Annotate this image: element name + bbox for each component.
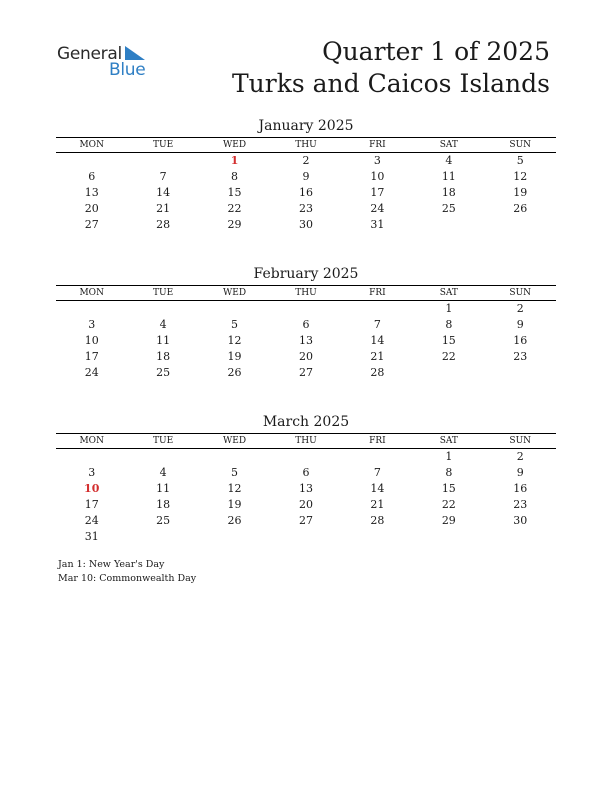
week-row bbox=[56, 169, 556, 185]
week-row bbox=[56, 201, 556, 217]
day-cell: 3 bbox=[88, 318, 96, 331]
day-cell: 25 bbox=[156, 366, 171, 379]
day-cell: 3 bbox=[373, 154, 381, 167]
day-cell: 12 bbox=[513, 170, 528, 183]
logo-text-blue: Blue bbox=[109, 60, 146, 80]
day-cell: 11 bbox=[441, 170, 456, 183]
week-row bbox=[56, 529, 556, 545]
weekday-label: FRI bbox=[369, 288, 386, 298]
day-cell: 22 bbox=[441, 350, 456, 363]
day-cell: 10 bbox=[84, 334, 99, 347]
day-cell: 25 bbox=[441, 202, 456, 215]
weekday-label: MON bbox=[79, 140, 104, 150]
week-row bbox=[56, 333, 556, 349]
day-cell: 4 bbox=[159, 466, 167, 479]
weekday-label: TUE bbox=[153, 436, 174, 446]
weekday-label: WED bbox=[223, 436, 247, 446]
day-cell bbox=[127, 153, 198, 169]
week-row bbox=[56, 481, 556, 497]
day-cell: 16 bbox=[298, 186, 313, 199]
day-cell: 5 bbox=[231, 466, 239, 479]
day-cell: 18 bbox=[156, 350, 171, 363]
day-cell: 6 bbox=[302, 318, 310, 331]
day-cell: 14 bbox=[156, 186, 171, 199]
holiday-day-cell: 10 bbox=[84, 482, 100, 495]
day-cell: 4 bbox=[445, 154, 453, 167]
day-cell: 5 bbox=[231, 318, 239, 331]
day-cell: 29 bbox=[441, 514, 456, 527]
weekday-label: SUN bbox=[509, 140, 532, 150]
day-cell: 6 bbox=[302, 466, 310, 479]
day-cell: 19 bbox=[227, 498, 242, 511]
day-cell: 14 bbox=[370, 482, 385, 495]
day-cell bbox=[270, 449, 341, 465]
month-january bbox=[56, 117, 556, 233]
day-cell: 2 bbox=[516, 302, 524, 315]
day-cell: 15 bbox=[227, 186, 242, 199]
day-cell: 21 bbox=[370, 350, 385, 363]
week-row bbox=[56, 153, 556, 169]
day-cell bbox=[199, 301, 270, 317]
day-cell bbox=[56, 301, 127, 317]
day-cell bbox=[56, 449, 127, 465]
day-cell: 10 bbox=[370, 170, 385, 183]
weekday-label: FRI bbox=[369, 436, 386, 446]
day-cell: 12 bbox=[227, 482, 242, 495]
day-cell: 3 bbox=[88, 466, 96, 479]
day-cell bbox=[270, 301, 341, 317]
day-cell: 31 bbox=[370, 218, 385, 231]
day-cell: 30 bbox=[513, 514, 528, 527]
day-cell: 31 bbox=[84, 530, 99, 543]
day-cell bbox=[413, 365, 484, 381]
week-row bbox=[56, 497, 556, 513]
day-cell: 6 bbox=[88, 170, 96, 183]
day-cell: 19 bbox=[227, 350, 242, 363]
weekday-label: SUN bbox=[509, 288, 532, 298]
weekday-label: TUE bbox=[153, 288, 174, 298]
day-cell: 17 bbox=[84, 498, 99, 511]
day-cell bbox=[127, 301, 198, 317]
day-cell bbox=[127, 449, 198, 465]
weekday-header-row bbox=[56, 137, 556, 153]
day-cell: 25 bbox=[156, 514, 171, 527]
day-cell: 24 bbox=[84, 514, 99, 527]
day-cell bbox=[199, 529, 270, 545]
day-cell: 20 bbox=[298, 498, 313, 511]
day-cell: 24 bbox=[84, 366, 99, 379]
day-cell: 12 bbox=[227, 334, 242, 347]
title-country: Turks and Caicos Islands bbox=[231, 69, 550, 98]
day-cell: 7 bbox=[373, 318, 381, 331]
weekday-label: THU bbox=[295, 436, 317, 446]
day-cell: 1 bbox=[445, 302, 453, 315]
day-cell: 14 bbox=[370, 334, 385, 347]
day-cell: 13 bbox=[84, 186, 99, 199]
day-cell: 7 bbox=[159, 170, 167, 183]
day-cell: 26 bbox=[227, 514, 242, 527]
week-row bbox=[56, 185, 556, 201]
day-cell: 23 bbox=[513, 498, 528, 511]
day-cell: 28 bbox=[370, 514, 385, 527]
weekday-label: SAT bbox=[439, 140, 458, 150]
holiday-notes bbox=[58, 558, 196, 586]
weekday-label: SUN bbox=[509, 436, 532, 446]
day-cell bbox=[485, 365, 556, 381]
day-cell: 20 bbox=[84, 202, 99, 215]
day-cell: 18 bbox=[441, 186, 456, 199]
week-row bbox=[56, 449, 556, 465]
day-cell: 19 bbox=[513, 186, 528, 199]
day-cell: 13 bbox=[298, 334, 313, 347]
day-cell bbox=[127, 529, 198, 545]
day-cell bbox=[342, 529, 413, 545]
week-row bbox=[56, 465, 556, 481]
day-cell: 26 bbox=[227, 366, 242, 379]
day-cell: 11 bbox=[156, 482, 171, 495]
title-quarter: Quarter 1 of 2025 bbox=[322, 37, 550, 66]
day-cell bbox=[199, 449, 270, 465]
holiday-note: Jan 1: New Year's Day bbox=[58, 559, 165, 570]
day-cell bbox=[56, 153, 127, 169]
weekday-label: MON bbox=[79, 288, 104, 298]
day-cell: 20 bbox=[298, 350, 313, 363]
day-cell: 29 bbox=[227, 218, 242, 231]
day-cell: 15 bbox=[441, 482, 456, 495]
day-cell bbox=[270, 529, 341, 545]
month-march bbox=[56, 413, 556, 545]
week-row bbox=[56, 301, 556, 317]
weekday-header-row bbox=[56, 285, 556, 301]
day-cell: 1 bbox=[445, 450, 453, 463]
day-cell: 17 bbox=[84, 350, 99, 363]
logo-text-general: General bbox=[57, 44, 122, 64]
day-cell: 27 bbox=[298, 366, 313, 379]
month-february bbox=[56, 265, 556, 381]
day-cell: 2 bbox=[516, 450, 524, 463]
day-cell: 2 bbox=[302, 154, 310, 167]
day-cell bbox=[413, 529, 484, 545]
weekday-label: THU bbox=[295, 140, 317, 150]
day-cell: 8 bbox=[445, 318, 453, 331]
page-title bbox=[232, 36, 550, 100]
day-cell: 26 bbox=[513, 202, 528, 215]
weekday-label: TUE bbox=[153, 140, 174, 150]
generalblue-logo bbox=[57, 44, 157, 80]
day-cell: 22 bbox=[227, 202, 242, 215]
month-title: January 2025 bbox=[258, 118, 354, 134]
weekday-header-row bbox=[56, 433, 556, 449]
weekday-label: FRI bbox=[369, 140, 386, 150]
day-cell: 21 bbox=[156, 202, 171, 215]
day-cell: 11 bbox=[156, 334, 171, 347]
day-cell: 30 bbox=[298, 218, 313, 231]
day-cell: 18 bbox=[156, 498, 171, 511]
day-cell: 22 bbox=[441, 498, 456, 511]
day-cell bbox=[413, 217, 484, 233]
day-cell: 27 bbox=[298, 514, 313, 527]
weekday-label: SAT bbox=[439, 436, 458, 446]
day-cell: 5 bbox=[516, 154, 524, 167]
week-row bbox=[56, 513, 556, 529]
week-row bbox=[56, 317, 556, 333]
day-cell: 8 bbox=[445, 466, 453, 479]
day-cell: 23 bbox=[513, 350, 528, 363]
day-cell: 13 bbox=[298, 482, 313, 495]
month-title: February 2025 bbox=[253, 266, 359, 282]
day-cell: 9 bbox=[516, 466, 524, 479]
weekday-label: WED bbox=[223, 288, 247, 298]
week-row bbox=[56, 349, 556, 365]
day-cell: 21 bbox=[370, 498, 385, 511]
weekday-label: SAT bbox=[439, 288, 458, 298]
week-row bbox=[56, 217, 556, 233]
day-cell: 9 bbox=[516, 318, 524, 331]
day-cell: 28 bbox=[370, 366, 385, 379]
day-cell bbox=[485, 217, 556, 233]
weekday-label: MON bbox=[79, 436, 104, 446]
day-cell: 9 bbox=[302, 170, 310, 183]
day-cell: 24 bbox=[370, 202, 385, 215]
day-cell: 23 bbox=[298, 202, 313, 215]
holiday-note: Mar 10: Commonwealth Day bbox=[58, 573, 197, 584]
day-cell: 8 bbox=[231, 170, 239, 183]
day-cell bbox=[485, 529, 556, 545]
day-cell: 27 bbox=[84, 218, 99, 231]
weekday-label: THU bbox=[295, 288, 317, 298]
month-title: March 2025 bbox=[262, 414, 350, 430]
day-cell: 4 bbox=[159, 318, 167, 331]
holiday-day-cell: 1 bbox=[230, 154, 239, 167]
day-cell: 15 bbox=[441, 334, 456, 347]
day-cell bbox=[342, 301, 413, 317]
day-cell: 7 bbox=[373, 466, 381, 479]
day-cell: 16 bbox=[513, 334, 528, 347]
weekday-label: WED bbox=[223, 140, 247, 150]
day-cell bbox=[342, 449, 413, 465]
day-cell: 28 bbox=[156, 218, 171, 231]
day-cell: 16 bbox=[513, 482, 528, 495]
week-row bbox=[56, 365, 556, 381]
day-cell: 17 bbox=[370, 186, 385, 199]
